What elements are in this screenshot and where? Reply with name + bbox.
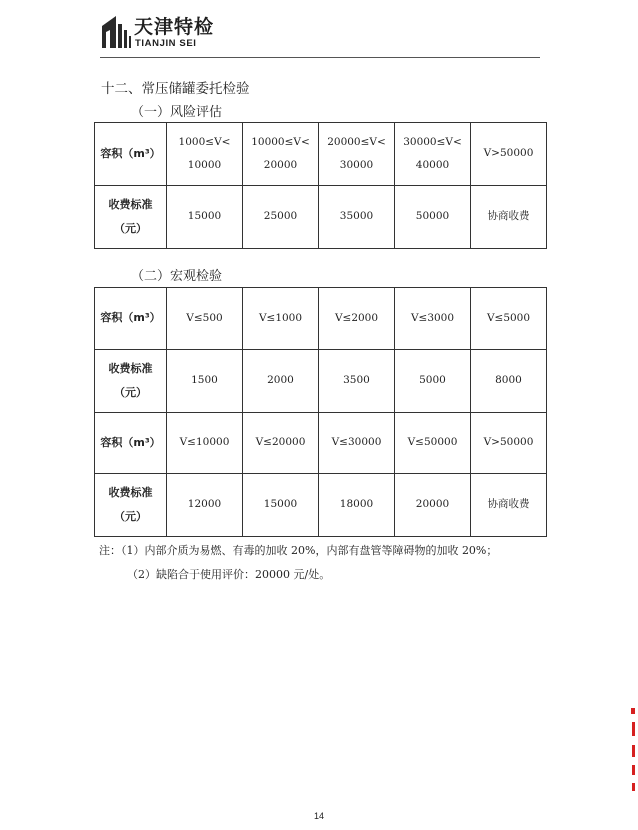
table1-fee-cell: 50000 xyxy=(395,186,471,249)
table2-volume-cell: V≤3000 xyxy=(395,288,471,350)
macro-inspection-table xyxy=(94,287,547,537)
table2-volume-cell: V≤2000 xyxy=(319,288,395,350)
note-1: 注：（1）内部介质为易燃、有毒的加收 20%，内部有盘管等障碍物的加收 20%； xyxy=(99,544,498,557)
page-number: 14 xyxy=(313,811,324,821)
document-header xyxy=(100,12,540,60)
table2-fee-cell: 3500 xyxy=(319,350,395,413)
table2-volume-cell: V≤10000 xyxy=(167,413,243,474)
edge-binding-mark xyxy=(632,765,635,775)
table1-volume-cell: 10000≤V< 20000 xyxy=(243,123,319,186)
table2-fee-cell: 18000 xyxy=(319,474,395,537)
table1-fee-cell: 15000 xyxy=(167,186,243,249)
table1-fee-cell: 25000 xyxy=(243,186,319,249)
table1-volume-cell: 1000≤V< 10000 xyxy=(167,123,243,186)
table2-fee-label: 收费标准 （元） xyxy=(95,474,167,537)
table1-volume-label: 容积（m³） xyxy=(95,123,167,186)
edge-binding-mark xyxy=(632,745,635,757)
table2-volume-cell: V>50000 xyxy=(471,413,547,474)
note-2: （2）缺陷合于使用评价：20000 元/处。 xyxy=(127,568,331,581)
table2-volume-cell: V≤1000 xyxy=(243,288,319,350)
table2-volume-cell: V≤500 xyxy=(167,288,243,350)
table2-fee-cell: 12000 xyxy=(167,474,243,537)
edge-binding-mark xyxy=(632,783,635,791)
table1-volume-cell: V>50000 xyxy=(471,123,547,186)
table2-fee-cell: 协商收费 xyxy=(471,474,547,537)
risk-assessment-table xyxy=(94,122,547,249)
table1-fee-label: 收费标准 （元） xyxy=(95,186,167,249)
section-title: 十二、常压储罐委托检验 xyxy=(101,81,250,97)
edge-binding-mark xyxy=(631,708,635,714)
table1-title: （一）风险评估 xyxy=(131,105,223,120)
tianjin-sei-logo-icon xyxy=(100,14,132,48)
logo-chinese-name: 天津特检 xyxy=(134,16,215,38)
table1-volume-cell: 30000≤V< 40000 xyxy=(395,123,471,186)
table2-volume-cell: V≤5000 xyxy=(471,288,547,350)
table2-fee-label: 收费标准 （元） xyxy=(95,350,167,413)
logo-english-name: TIANJIN SEI xyxy=(135,38,197,49)
table2-volume-label: 容积（m³） xyxy=(95,288,167,350)
header-divider xyxy=(100,57,540,58)
table2-volume-label: 容积（m³） xyxy=(95,413,167,474)
table2-volume-cell: V≤20000 xyxy=(243,413,319,474)
table2-fee-cell: 1500 xyxy=(167,350,243,413)
table1-volume-cell: 20000≤V< 30000 xyxy=(319,123,395,186)
table2-fee-cell: 20000 xyxy=(395,474,471,537)
table2-fee-cell: 8000 xyxy=(471,350,547,413)
table2-fee-cell: 5000 xyxy=(395,350,471,413)
table2-fee-cell: 15000 xyxy=(243,474,319,537)
table2-volume-cell: V≤50000 xyxy=(395,413,471,474)
table1-fee-cell: 35000 xyxy=(319,186,395,249)
table2-fee-cell: 2000 xyxy=(243,350,319,413)
table1-fee-cell: 协商收费 xyxy=(471,186,547,249)
table2-volume-cell: V≤30000 xyxy=(319,413,395,474)
edge-binding-mark xyxy=(632,722,635,736)
table2-title: （二）宏观检验 xyxy=(131,269,223,284)
